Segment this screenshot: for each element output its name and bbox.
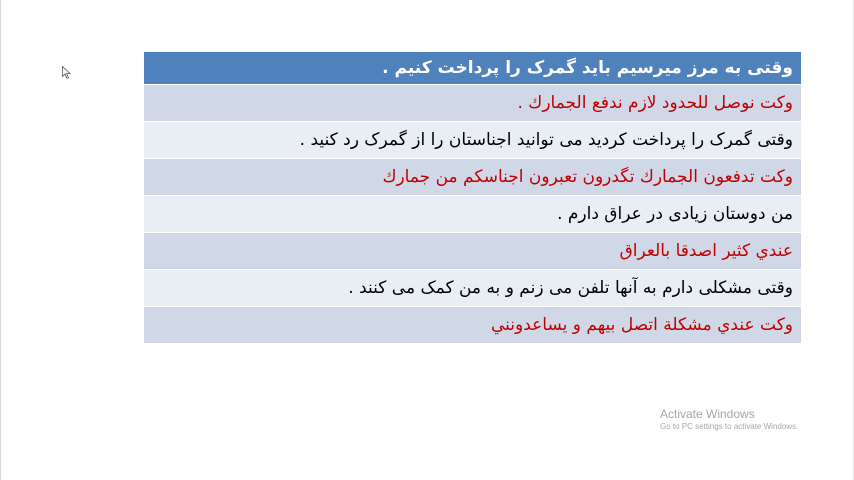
table-row — [144, 233, 801, 270]
arabic-phrase: وكت عندي مشكلة اتصل بيهم و يساعدونني — [144, 307, 801, 344]
table-header-row — [144, 52, 801, 85]
watermark-subtitle: Go to PC settings to activate Windows. — [660, 422, 799, 431]
table-row — [144, 159, 801, 196]
persian-phrase: وقتی گمرک را پرداخت کردید می توانید اجناستان را از گمرک رد کنید . — [144, 122, 801, 159]
table-row — [144, 122, 801, 159]
table-row — [144, 85, 801, 122]
watermark-title: Activate Windows — [660, 407, 755, 421]
phrase-table — [144, 52, 801, 344]
persian-phrase: من دوستان زیادی در عراق دارم . — [144, 196, 801, 233]
arabic-phrase: وكت نوصل للحدود لازم ندفع الجمارك . — [144, 85, 801, 122]
table-row — [144, 196, 801, 233]
persian-phrase: وقتی مشکلی دارم به آنها تلفن می زنم و به من کمک می کنند . — [144, 270, 801, 307]
activate-windows-watermark — [660, 407, 798, 433]
table-row — [144, 270, 801, 307]
mouse-cursor-icon — [62, 66, 71, 79]
table-row — [144, 307, 801, 344]
table-header-text: وقتی به مرز میرسیم باید گمرک را پرداخت کنیم . — [144, 52, 801, 85]
arabic-phrase: وكت تدفعون الجمارك تگدرون تعبرون اجناسكم من جمارك — [144, 159, 801, 196]
arabic-phrase: عندي كثير اصدقا بالعراق — [144, 233, 801, 270]
left-edge-divider — [0, 0, 1, 480]
